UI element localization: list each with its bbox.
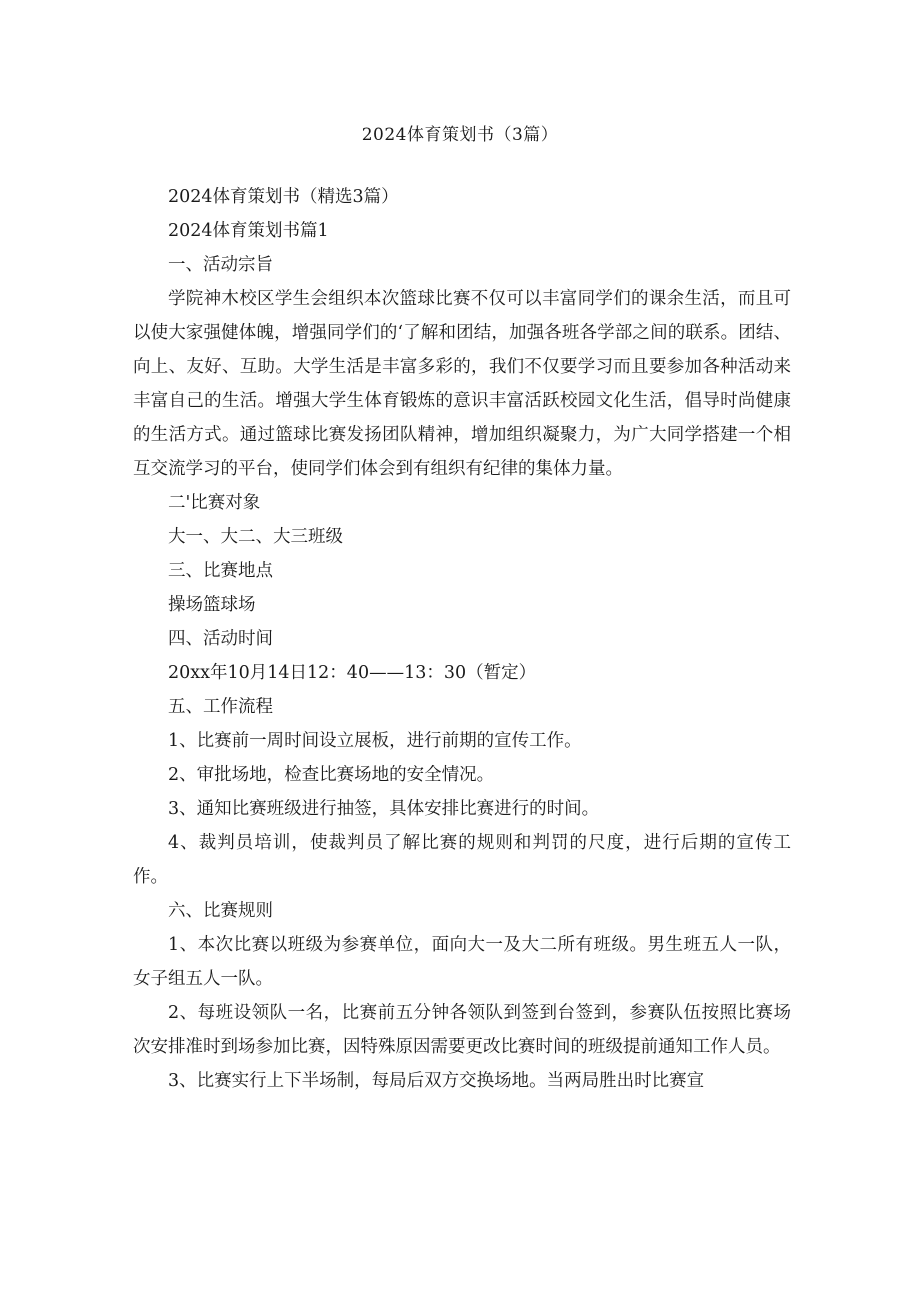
paragraph-heading-purpose: 一、活动宗旨 xyxy=(168,255,273,275)
paragraph-rules-item: 1、本次比赛以班级为参赛单位，面向大一及大二所有班级。男生班五人一队，女子组五人一队。 xyxy=(133,935,791,989)
paragraph-rules-item: 3、比赛实行上下半场制，每局后双方交换场地。当两局胜出时比赛宣 xyxy=(168,1071,705,1091)
document-title: 2024体育策划书（3篇） xyxy=(361,125,559,145)
paragraph-heading-rules: 六、比赛规则 xyxy=(168,901,273,921)
paragraph-heading-workflow: 五、工作流程 xyxy=(168,697,273,717)
paragraph-venue-body: 操场篮球场 xyxy=(168,595,256,615)
paragraph-workflow-item: 2、审批场地，检查比赛场地的安全情况。 xyxy=(168,765,495,785)
paragraph-heading-participants: 二'比赛对象 xyxy=(168,493,261,513)
paragraph-subtitle: 2024体育策划书（精选3篇） xyxy=(168,187,399,207)
paragraph-heading-time: 四、活动时间 xyxy=(168,629,273,649)
paragraph-purpose-body: 学院神木校区学生会组织本次篮球比赛不仅可以丰富同学们的课余生活，而且可以使大家强健体魄，增强同学们的‘了解和团结，加强各班各学部之间的联系。团结、向上、友好、互助。大学生活是丰富多彩的，我们不仅要学习而且要参加各种活动来丰富自己的生活。增强大学生体育锻炼的意识丰富活跃校园文化生活，倡导时尚健康的生活方式。通过篮球比赛发扬团队精神，增加组织凝聚力，为广大同学搭建一个相互交流学习的平台，使同学们体会到有组织有纪律的集体力量。 xyxy=(133,289,791,479)
paragraph-workflow-item: 1、比赛前一周时间设立展板，进行前期的宣传工作。 xyxy=(168,731,582,751)
paragraph-workflow-item: 3、通知比赛班级进行抽签，具体安排比赛进行的时间。 xyxy=(168,799,600,819)
paragraph-workflow-item: 4、裁判员培训，使裁判员了解比赛的规则和判罚的尺度，进行后期的宣传工作。 xyxy=(133,833,791,887)
paragraph-time-body: 20xx年10月14日12：40——13：30（暂定） xyxy=(168,663,537,683)
paragraph-heading-venue: 三、比赛地点 xyxy=(168,561,273,581)
paragraph-rules-item: 2、每班设领队一名，比赛前五分钟各领队到签到台签到，参赛队伍按照比赛场次安排准时到场参加比赛，因特殊原因需要更改比赛时间的班级提前通知工作人员。 xyxy=(133,1003,791,1057)
paragraph-section-heading: 2024体育策划书篇1 xyxy=(168,221,329,241)
paragraph-participants-body: 大一、大二、大三班级 xyxy=(168,527,343,547)
document-body xyxy=(133,180,791,1098)
